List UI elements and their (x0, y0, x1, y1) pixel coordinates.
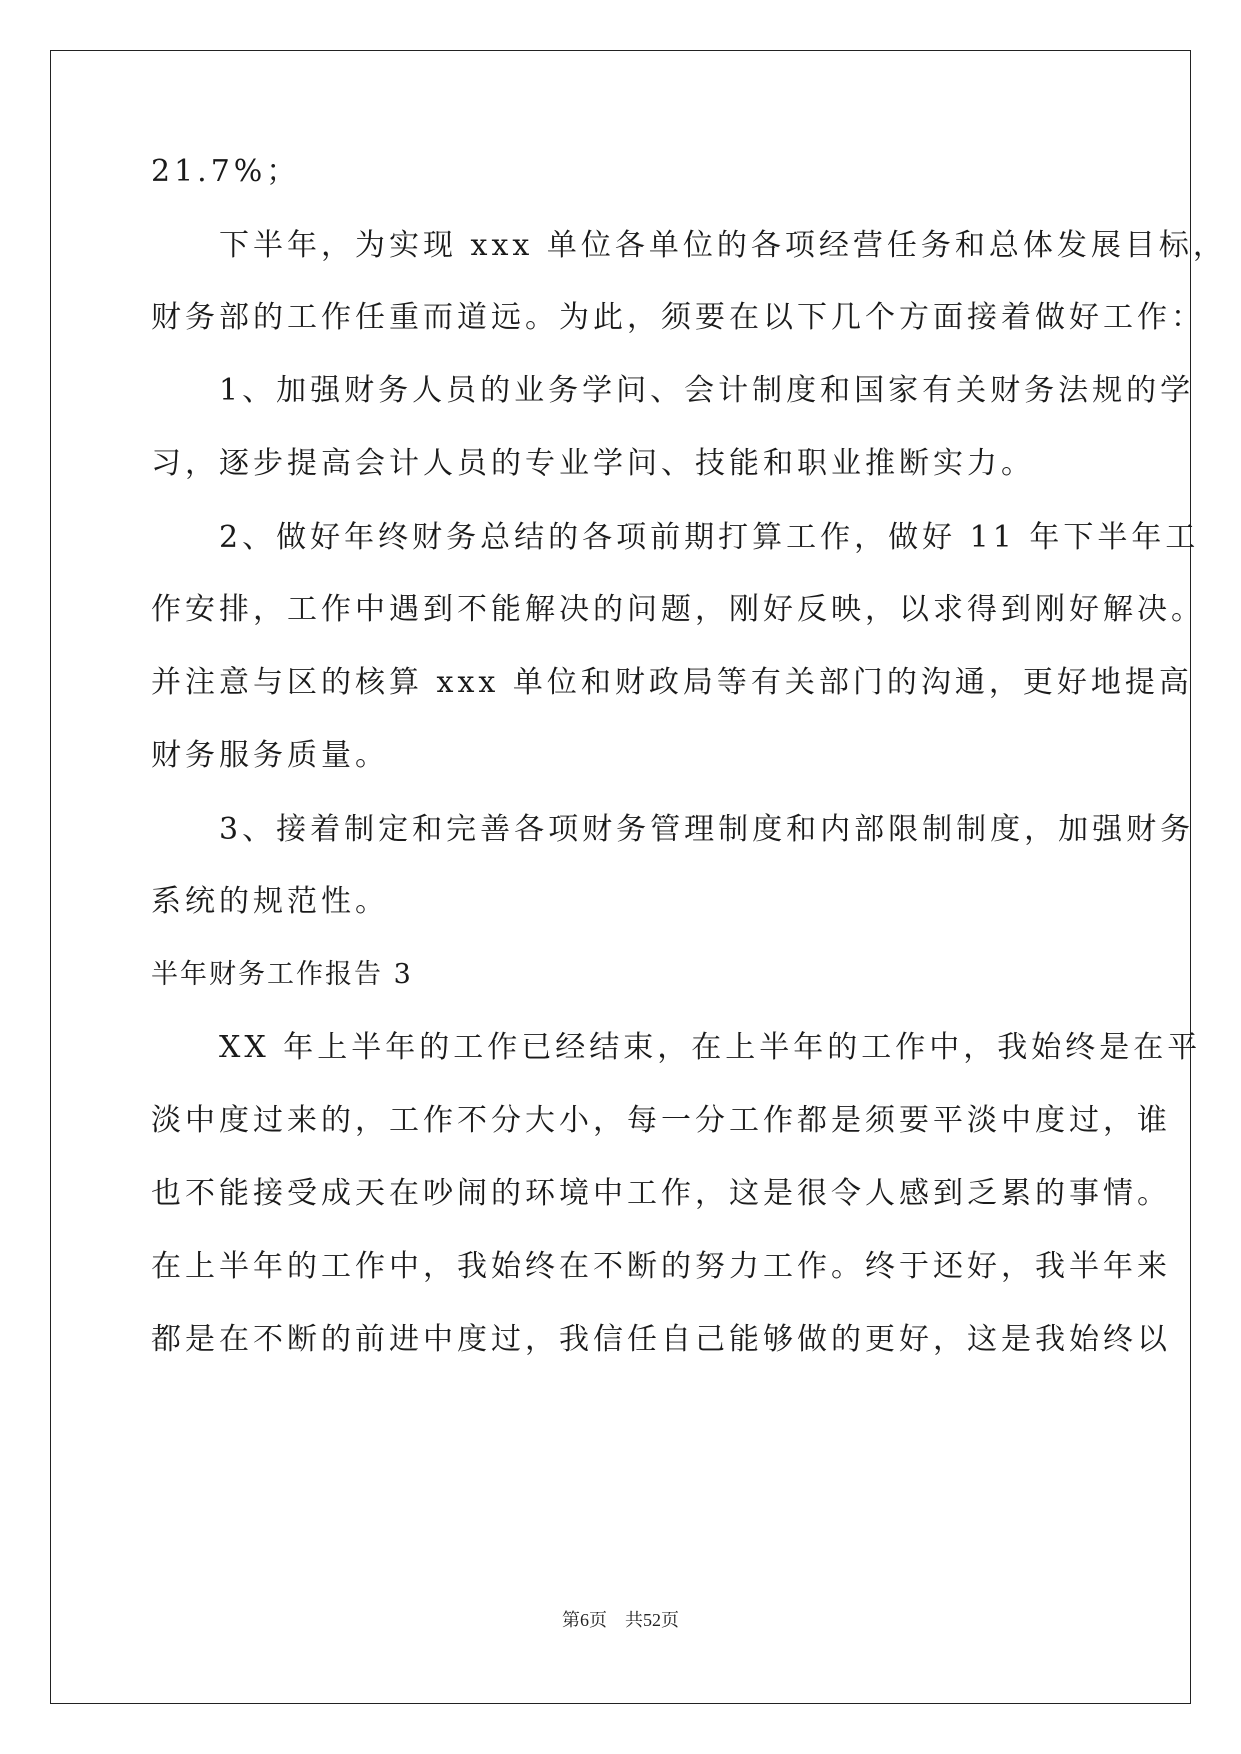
page-footer (0, 1608, 1241, 1633)
text-line: 系统的规范性。 (151, 884, 389, 919)
text-line: 3、接着制定和完善各项财务管理制度和内部限制制度，加强财务 (151, 812, 1195, 847)
text-line: 2、做好年终财务总结的各项前期打算工作，做好 11 年下半年工 (151, 520, 1200, 555)
text-line: 财务部的工作任重而道远。为此，须要在以下几个方面接着做好工作： (151, 300, 1205, 335)
section-heading: 半年财务工作报告 3 (151, 959, 413, 990)
total-page-number: 52 (643, 1610, 661, 1630)
text-line: 也不能接受成天在吵闹的环境中工作，这是很令人感到乏累的事情。 (151, 1176, 1171, 1211)
text-line: 并注意与区的核算 xxx 单位和财政局等有关部门的沟通，更好地提高 (151, 665, 1193, 700)
text-line: 在上半年的工作中，我始终在不断的努力工作。终于还好，我半年来 (151, 1249, 1171, 1284)
page-suffix: 页 (661, 1610, 679, 1631)
text-line: 21.7%； (151, 154, 301, 189)
page-mid: 页 共 (589, 1610, 643, 1631)
text-line: 习，逐步提高会计人员的专业学问、技能和职业推断实力。 (151, 446, 1035, 481)
page-prefix: 第 (562, 1610, 580, 1631)
text-line: 1、加强财务人员的业务学问、会计制度和国家有关财务法规的学 (151, 373, 1195, 408)
text-line: 淡中度过来的，工作不分大小，每一分工作都是须要平淡中度过，谁 (151, 1103, 1171, 1138)
current-page-number: 6 (580, 1610, 589, 1630)
text-line: 财务服务质量。 (151, 738, 389, 773)
text-line: 下半年，为实现 xxx 单位各单位的各项经营任务和总体发展目标， (151, 228, 1227, 263)
text-line: XX 年上半年的工作已经结束，在上半年的工作中，我始终是在平 (151, 1030, 1202, 1065)
text-line: 作安排，工作中遇到不能解决的问题，刚好反映，以求得到刚好解决。 (151, 592, 1205, 627)
text-line: 都是在不断的前进中度过，我信任自己能够做的更好，这是我始终以 (151, 1322, 1171, 1357)
